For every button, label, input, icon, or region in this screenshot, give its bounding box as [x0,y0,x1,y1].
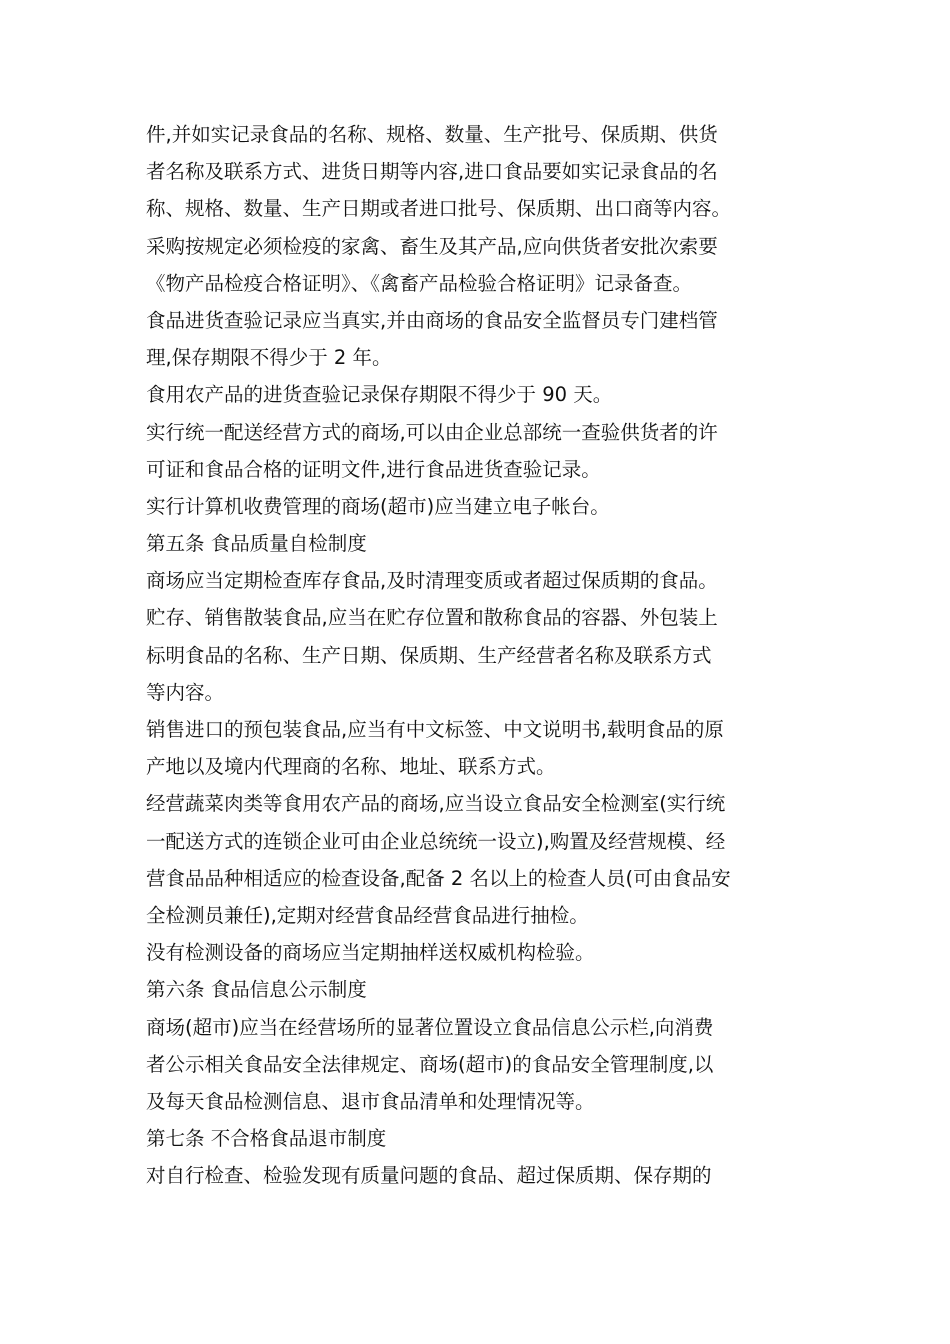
document-body [146,116,814,1194]
text-line: 食用农产品的进货查验记录保存期限不得少于 90 天。 [146,383,613,407]
text-line: 件,并如实记录食品的名称、规格、数量、生产批号、保质期、供货 [146,123,718,146]
text-line: 全检测员兼任),定期对经营食品经营食品进行抽检。 [146,903,589,927]
text-line: 采购按规定必须检疫的家禽、畜生及其产品,应向供货者安批次索要 [146,234,718,258]
section-heading: 第七条 不合格食品退市制度 [146,1127,387,1151]
text-line: 称、规格、数量、生产日期或者进口批号、保质期、出口商等内容。 [146,197,732,221]
text-line: 销售进口的预包装食品,应当有中文标签、中文说明书,载明食品的原 [146,718,724,741]
text-line: 商场应当定期检查库存食品,及时清理变质或者超过保质期的食品。 [146,569,718,593]
text-line: 产地以及境内代理商的名称、地址、联系方式。 [146,755,556,779]
text-line: 标明食品的名称、生产日期、保质期、生产经营者名称及联系方式 [146,643,712,667]
text-line: 者名称及联系方式、进货日期等内容,进口食品要如实记录食品的名 [146,160,718,184]
text-line: 营食品品种相适应的检查设备,配备 2 名以上的检查人员(可由食品安 [146,866,731,890]
text-line: 没有检测设备的商场应当定期抽样送权威机构检验。 [146,941,595,965]
text-line: 者公示相关食品安全法律规定、商场(超市)的食品安全管理制度,以 [146,1052,714,1076]
text-line: 一配送方式的连锁企业可由企业总统统一设立),购置及经营规模、经 [146,829,726,853]
text-line: 实行计算机收费管理的商场(超市)应当建立电子帐台。 [146,494,610,518]
text-line: 商场(超市)应当在经营场所的显著位置设立食品信息公示栏,向消费 [146,1015,714,1039]
text-line: 等内容。 [146,680,225,704]
text-line: 贮存、销售散装食品,应当在贮存位置和散称食品的容器、外包装上 [146,606,718,630]
section-heading: 第五条 食品质量自检制度 [146,532,367,556]
text-line: 食品进货查验记录应当真实,并由商场的食品安全监督员专门建档管 [146,308,718,332]
text-line: 对自行检查、检验发现有质量问题的食品、超过保质期、保存期的 [146,1164,712,1188]
text-line: 理,保存期限不得少于 2 年。 [146,346,392,370]
text-line: 可证和食品合格的证明文件,进行食品进货查验记录。 [146,457,601,481]
text-line: 及每天食品检测信息、退市食品清单和处理情况等。 [146,1089,595,1113]
section-heading: 第六条 食品信息公示制度 [146,978,367,1002]
text-line: 经营蔬菜肉类等食用农产品的商场,应当设立食品安全检测室(实行统 [146,792,726,816]
text-line: 《物产品检疫合格证明》、《禽畜产品检验合格证明》记录备查。 [146,271,693,295]
text-line: 实行统一配送经营方式的商场,可以由企业总部统一查验供货者的许 [146,420,718,444]
